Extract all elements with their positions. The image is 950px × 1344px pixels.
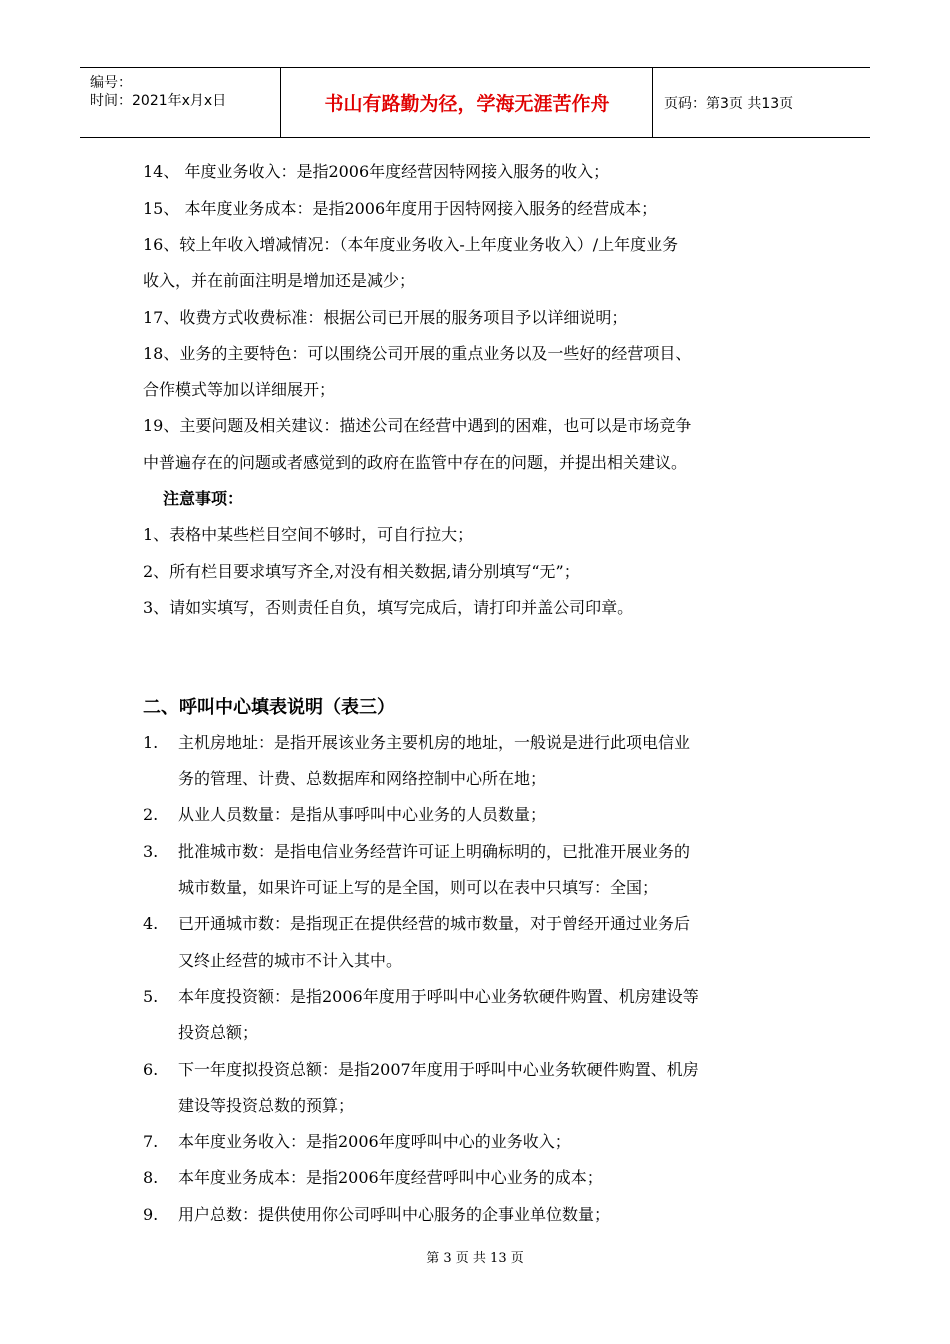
item-text: 用户总数：提供使用你公司呼叫中心服务的企事业单位数量；: [178, 1205, 611, 1224]
header-motto: 书山有路勤为径，学海无涯苦作舟: [282, 68, 653, 137]
item-text: 主机房地址：是指开展该业务主要机房的地址，一般说是进行此项电信业: [178, 733, 691, 752]
number-label: 编号：: [90, 75, 132, 91]
list-item: 17、收费方式收费标准：根据公司已开展的服务项目予以详细说明；: [143, 308, 628, 327]
header-page-label: 页码：第3页 共13页: [664, 95, 794, 112]
item-text: 从业人员数量：是指从事呼叫中心业务的人员数量；: [178, 805, 547, 824]
item-text-cont: 务的管理、计费、总数据库和网络控制中心所在地；: [178, 769, 547, 788]
item-number: 2.: [143, 805, 159, 824]
list-item: 14、 年度业务收入：是指2006年度经营因特网接入服务的收入；: [143, 162, 610, 181]
list-item: 19、主要问题及相关建议：描述公司在经营中遇到的困难，也可以是市场竞争: [143, 416, 692, 435]
item-number: 8.: [143, 1168, 159, 1187]
item-text: 本年度业务收入：是指2006年度呼叫中心的业务收入；: [178, 1132, 571, 1151]
list-item-cont: 合作模式等加以详细展开；: [143, 380, 336, 399]
page-header: [80, 67, 870, 138]
item-text: 下一年度拟投资总额：是指2007年度用于呼叫中心业务软硬件购置、机房: [178, 1060, 699, 1079]
item-number: 4.: [143, 914, 159, 933]
item-number: 9.: [143, 1205, 159, 1224]
note-item: 3、请如实填写，否则责任自负，填写完成后，请打印并盖公司印章。: [143, 598, 634, 617]
item-text: 本年度业务成本：是指2006年度经营呼叫中心业务的成本；: [178, 1168, 603, 1187]
item-number: 5.: [143, 987, 159, 1006]
item-number: 3.: [143, 842, 159, 861]
note-item: 1、表格中某些栏目空间不够时，可自行拉大；: [143, 525, 474, 544]
item-text: 本年度投资额：是指2006年度用于呼叫中心业务软硬件购置、机房建设等: [178, 987, 699, 1006]
list-item-cont: 收入，并在前面注明是增加还是减少；: [143, 271, 416, 290]
item-number: 1.: [143, 733, 159, 752]
item-number: 6.: [143, 1060, 159, 1079]
item-text-cont: 又终止经营的城市不计入其中。: [178, 951, 403, 970]
item-text: 已开通城市数：是指现正在提供经营的城市数量，对于曾经开通过业务后: [178, 914, 691, 933]
notes-title: 注意事项：: [163, 489, 244, 508]
item-text-cont: 城市数量，如果许可证上写的是全国，则可以在表中只填写：全国；: [178, 878, 659, 897]
list-item-cont: 中普遍存在的问题或者感觉到的政府在监管中存在的问题，并提出相关建议。: [143, 453, 688, 472]
item-text: 批准城市数：是指电信业务经营许可证上明确标明的，已批准开展业务的: [178, 842, 691, 861]
date-label: 时间：2021年x月x日: [90, 93, 227, 109]
list-item: 15、 本年度业务成本：是指2006年度用于因特网接入服务的经营成本；: [143, 199, 658, 218]
list-item: 18、业务的主要特色：可以围绕公司开展的重点业务以及一些好的经营项目、: [143, 344, 692, 363]
item-number: 7.: [143, 1132, 159, 1151]
note-item: 2、所有栏目要求填写齐全,对没有相关数据,请分别填写“无”；: [143, 562, 580, 581]
item-text-cont: 建设等投资总数的预算；: [178, 1096, 355, 1115]
header-meta: [80, 68, 281, 137]
section-title: 二、呼叫中心填表说明（表三）: [143, 697, 395, 718]
item-text-cont: 投资总额；: [178, 1023, 259, 1042]
page-footer: 第 3 页 共 13 页: [426, 1251, 524, 1266]
list-item: 16、较上年收入增减情况：（本年度业务收入-上年度业务收入）/上年度业务: [143, 235, 679, 254]
